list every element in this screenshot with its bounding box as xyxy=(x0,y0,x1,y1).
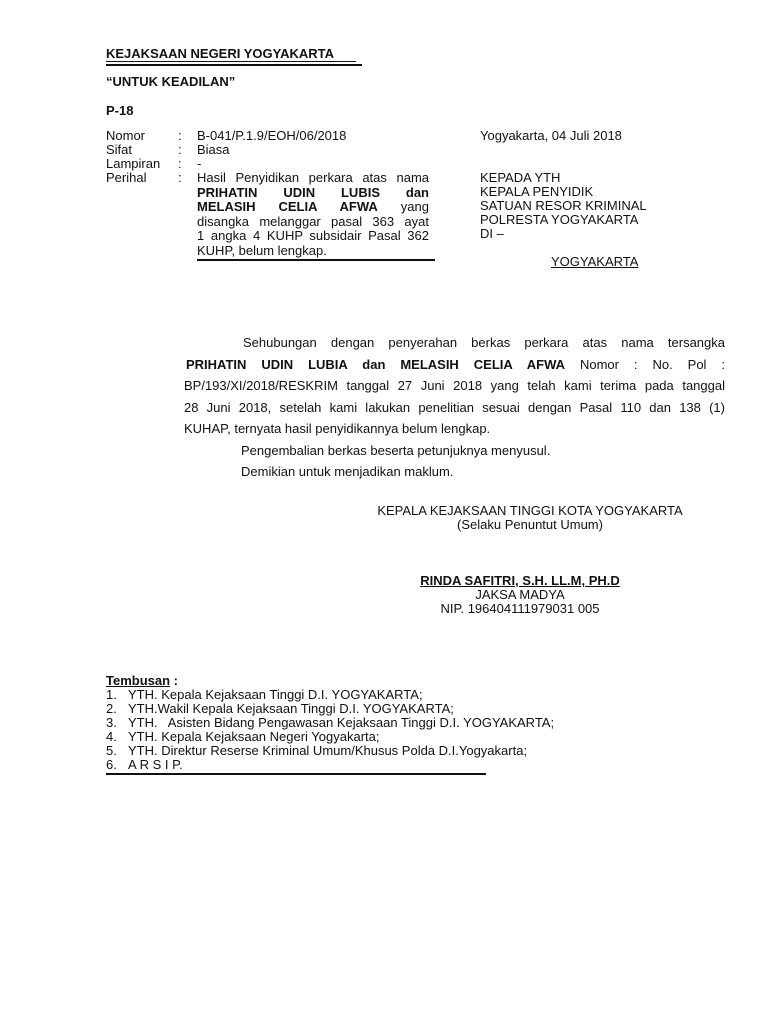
body-line: KUHAP, ternyata hasil penyidikannya belum lengkap. xyxy=(184,421,491,436)
place-date: Yogyakarta, 04 Juli 2018 xyxy=(480,128,622,143)
lampiran-colon: : xyxy=(178,156,182,171)
perihal-line: 1 angka 4 KUHP subsidair Pasal 362 xyxy=(197,228,429,243)
tembusan-heading xyxy=(106,674,178,688)
body-line: Demikian untuk menjadikan maklum. xyxy=(241,464,454,479)
recipient-line: DI – xyxy=(480,226,504,241)
nomor-label: Nomor xyxy=(106,128,146,143)
signature-name: RINDA SAFITRI, S.H. LL.M, PH.D xyxy=(420,573,620,588)
list-item-number: 2. xyxy=(106,701,117,716)
motto: “UNTUK KEADILAN” xyxy=(106,74,236,89)
list-item-number: 6. xyxy=(106,757,117,772)
list-item xyxy=(106,758,183,772)
sifat-label: Sifat xyxy=(106,142,133,157)
suspect-names: PRIHATIN UDIN LUBIA dan MELASIH CELIA AFWA xyxy=(186,356,566,372)
list-item-number: 5. xyxy=(106,743,117,758)
signature-title: KEPALA KEJAKSAAN TINGGI KOTA YOGYAKARTA xyxy=(377,503,683,518)
body-nomor: Nomor : No. Pol : xyxy=(565,356,726,372)
body-line: BP/193/XI/2018/RESKRIM tanggal 27 Juni 2018 yang telah kami terima pada tanggal xyxy=(184,378,725,393)
nomor-colon: : xyxy=(178,128,182,143)
perihal-line: Hasil Penyidikan perkara atas nama xyxy=(197,170,429,185)
perihal-line xyxy=(197,200,429,215)
sifat-value: Biasa xyxy=(197,142,230,157)
list-item xyxy=(106,744,527,758)
recipient-line: SATUAN RESOR KRIMINAL xyxy=(480,198,647,213)
list-item-number: 4. xyxy=(106,729,117,744)
tembusan-label: Tembusan xyxy=(106,673,171,688)
letter-body xyxy=(186,332,725,483)
perihal-label: Perihal xyxy=(106,170,147,185)
perihal-names: MELASIH CELIA AFWA xyxy=(197,199,378,214)
form-code: P-18 xyxy=(106,103,134,118)
list-item-number: 3. xyxy=(106,715,117,730)
list-item-text: YTH. Asisten Bidang Pengawasan Kejaksaan Tinggi D.I. YOGYAKARTA; xyxy=(128,715,555,730)
body-line xyxy=(186,354,725,376)
signature-subtitle: (Selaku Penuntut Umum) xyxy=(457,517,603,532)
recipient-line: KEPADA YTH xyxy=(480,170,561,185)
perihal-colon: : xyxy=(178,170,182,185)
tembusan-colon: : xyxy=(170,673,179,688)
recipient-line: KEPALA PENYIDIK xyxy=(480,184,594,199)
list-item xyxy=(106,716,554,730)
signature-nip: NIP. 196404111979031 005 xyxy=(440,601,600,616)
perihal-line: disangka melanggar pasal 363 ayat xyxy=(197,213,429,229)
list-item-text: YTH. Direktur Reserse Kriminal Umum/Khusus Polda D.I.Yogyakarta; xyxy=(128,743,528,758)
office-name: KEJAKSAAN NEGERI YOGYAKARTA xyxy=(106,46,335,61)
office-underline-thick xyxy=(106,64,362,66)
body-line: Sehubungan dengan penyerahan berkas perkara atas nama tersangka xyxy=(243,335,725,350)
list-item xyxy=(106,702,454,716)
list-item-text: YTH. Kepala Kejaksaan Negeri Yogyakarta; xyxy=(128,729,380,744)
perihal-line: KUHP, belum lengkap. xyxy=(197,242,327,258)
list-item xyxy=(106,688,423,702)
body-line: 28 Juni 2018, setelah kami lakukan penelitian sesuai dengan Pasal 110 dan 138 (1) xyxy=(184,399,725,415)
list-item-number: 1. xyxy=(106,687,117,702)
signature-rank: JAKSA MADYA xyxy=(475,587,565,602)
office-underline xyxy=(106,61,356,62)
nomor-value: B-041/P.1.9/EOH/06/2018 xyxy=(197,128,347,143)
body-line: Pengembalian berkas beserta petunjuknya menyusul. xyxy=(241,442,551,458)
lampiran-label: Lampiran xyxy=(106,156,161,171)
sifat-colon: : xyxy=(178,142,182,157)
lampiran-value: - xyxy=(197,156,202,171)
recipient-line: POLRESTA YOGYAKARTA xyxy=(480,212,639,227)
perihal-yang: yang xyxy=(400,199,429,214)
list-item-text: YTH. Kepala Kejaksaan Tinggi D.I. YOGYAKARTA; xyxy=(128,687,423,702)
recipient-city: YOGYAKARTA xyxy=(551,254,639,269)
tembusan-rule xyxy=(106,773,486,775)
list-item-text: YTH.Wakil Kepala Kejaksaan Tinggi D.I. YOGYAKARTA; xyxy=(128,701,454,716)
list-item-text: A R S I P. xyxy=(128,757,183,772)
list-item xyxy=(106,730,380,744)
perihal-text xyxy=(197,171,429,258)
perihal-rule xyxy=(197,259,435,261)
perihal-line-bold: PRIHATIN UDIN LUBIS dan xyxy=(197,184,429,200)
